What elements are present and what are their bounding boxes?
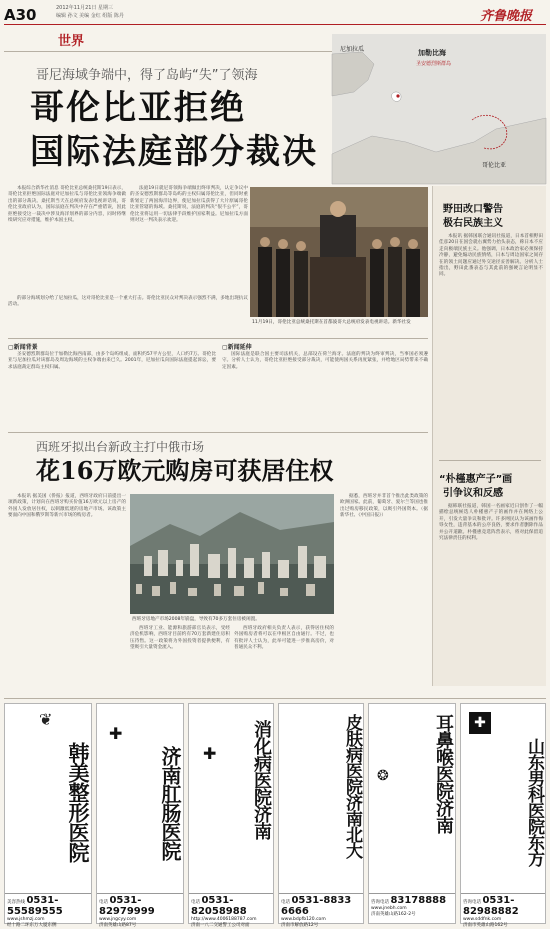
story1-headline-2: 国际法庭部分裁决 bbox=[30, 132, 318, 172]
story2-col2: 西班牙工业、能源和旅游部官员表示，受经济危机影响，西班牙目前约有70万套新建住房积压待售。这一政策将为外国投资者提供便利，有望吸引大量资金流入。 bbox=[130, 626, 230, 651]
ad-erbihou-web: www.jnebh.com bbox=[371, 906, 407, 911]
sidebar-body-1: 本报讯 据韩国联合通讯社报道，日本首相野田佳彦20日在国会就右翼势力抬头表态，称日本不应走向极端民族主义。他强调，日本政治家必须保持冷静，避免煽动民族情绪，日本与周边国家之间存在的领土问题应通过外交途径妥善解决。分析人士指出，野田此番表态与其此前的强硬言论明显不同。 bbox=[439, 234, 543, 278]
news-extension-body: 国际法庭是联合国主要司法机关，总部设在荷兰海牙。法庭的判决为终审判决，当事国必须遵守。分析人士认为，哥伦比亚拒绝接受部分裁决，可能使两国关系再度紧张，并给地区局势带来不确定因素。 bbox=[222, 352, 428, 370]
ad-gangchang-phone: 0531-82979999 bbox=[99, 895, 155, 917]
ad-pifu-title: 皮肤病医院济南北大 bbox=[342, 714, 362, 858]
story1-photo bbox=[250, 187, 428, 317]
ad-nanke-web: www.sddfnk.com bbox=[463, 917, 502, 922]
ad-nanke-phone: 0531-82988882 bbox=[463, 895, 519, 917]
ad-pifu[interactable] bbox=[278, 703, 364, 928]
map-label-island: 圣安德烈斯群岛 bbox=[416, 61, 452, 67]
ad-nanke-address: 济南市英雄山路162号 bbox=[463, 923, 508, 928]
sidebar-title-2b: 引争议和反感 bbox=[443, 488, 503, 499]
news-extension-tag: ▢新闻延伸 bbox=[222, 344, 252, 351]
map-graphic bbox=[332, 34, 546, 184]
sidebar-title-1b: 极右民族主义 bbox=[443, 218, 503, 229]
story1-kicker: 哥尼海域争端中，得了岛屿“失”了领海 bbox=[36, 68, 258, 83]
story1-photo-caption: 11月19日，哥伦比亚总统桑托斯在首都波哥大总统府发表电视讲话。新华社发 bbox=[252, 320, 411, 325]
cross-logo-icon: ✚ bbox=[109, 724, 123, 743]
ad-nanke-phone-label: 咨询电话 bbox=[463, 900, 481, 905]
ad-xiaohua[interactable] bbox=[188, 703, 274, 928]
ad-erbihou[interactable] bbox=[368, 703, 456, 924]
story1-headline-1: 哥伦比亚拒绝 bbox=[30, 88, 246, 128]
ads-top-rule bbox=[4, 698, 546, 699]
story2-col4: 据悉，西班牙并非首个推出此类政策的欧洲国家。此前，葡萄牙、爱尔兰等国也推出过购房移民政策，以吸引外国资本。（据新华社、《中国日报》） bbox=[340, 494, 428, 519]
sidebar-body-2: 据韩联社报道，韩国一名画家近日创作了一幅描绘总统候选人朴槿惠产子的画作并在网络上公开，引发大量争议和批评。许多网民认为该画作侮辱女性，违背基本的公序良俗，要求作者删除作品并公开道歉。朴槿惠竞选阵营表示，将对此保留追究法律责任的权利。 bbox=[439, 504, 543, 542]
ad-nanke-footer bbox=[461, 893, 545, 928]
story2-col3: 西班牙政府相关负责人表示，获得居住权的外国购房者将可以在申根区自由通行。不过，也有批评人士认为，此举可能进一步推高房价，对普通民众不利。 bbox=[234, 626, 334, 651]
story1-col1: 本报综合新华社消息 哥伦比亚总统桑托斯19日表示，哥伦比亚拒绝国际法庭对尼加拉瓜与哥伦比亚领海争端做出的部分裁决。桑托斯当天在总统府发表电视讲话说，哥伦比亚政府认为，国际法庭在判决中存在严重错误，因此拒绝接受这一裁决中涉及海洋划界的部分内容，同时将继续研究应对措施，维护本国主权。 bbox=[8, 186, 126, 224]
section-title: 世界 bbox=[58, 34, 85, 49]
hospital-logo-icon: ✚ bbox=[469, 712, 491, 734]
ad-hanmei[interactable] bbox=[4, 703, 92, 928]
story1-col2: 法庭19日就尼哥领海争端做出终审判决，认定争议中的圣安德烈斯群岛等岛屿的主权归属哥伦比亚，但同时重新划定了两国海洋边界，使尼加拉瓜获得了大片原属哥伦比亚管辖的海域。桑托斯说，法庭的判决“很不公平”，哥伦比亚将运用一切法律手段维护国家利益。尼加拉瓜方面则对这一判决表示欢迎。 bbox=[130, 186, 248, 224]
sidebar bbox=[432, 186, 546, 686]
ad-xiaohua-web: http://www.4006188787.com bbox=[191, 917, 257, 922]
sidebar-title-1a: 野田改口警告 bbox=[443, 204, 503, 215]
map-label-colombia: 哥伦比亚 bbox=[482, 162, 507, 169]
ad-hanmei-phone: 0531-55589555 bbox=[7, 895, 63, 917]
editors-line: 编辑 孙文 美编 金红 组版 陈丹 bbox=[56, 13, 124, 19]
ad-pifu-phone: 0531-8833 6666 bbox=[281, 895, 352, 917]
ad-erbihou-title: 耳鼻喉医院济南 bbox=[433, 714, 454, 833]
sidebar-title-2a: “朴槿惠产子”画 bbox=[439, 474, 513, 485]
ad-erbihou-footer bbox=[369, 893, 455, 923]
swan-logo-icon: ❦ bbox=[39, 710, 53, 729]
ad-xiaohua-address: 济南一八二交通警工公司对面 bbox=[191, 923, 250, 928]
ad-xiaohua-footer bbox=[189, 893, 273, 928]
story2-col1: 本报讯 据美国《侨报》报道，西班牙政府日前提出一项新政策，计划向在西班牙购买价值16万欧元以上房产的外国人发放居住权，以刺激低迷的房地产市场。该政策主要面向中国和俄罗斯等新兴市场的购房者。 bbox=[8, 494, 126, 519]
sidebar-divider bbox=[439, 460, 541, 461]
date-line: 2012年11月21日 星期三 bbox=[56, 5, 114, 11]
ad-pifu-address: 济南市解放路12号 bbox=[281, 923, 319, 928]
ad-gangchang-title: 济南肛肠医院 bbox=[158, 746, 182, 860]
story2-kicker: 西班牙拟出台新政主打中俄市场 bbox=[36, 440, 205, 454]
story2-top-rule bbox=[8, 432, 428, 433]
map-label-caribbean: 加勒比海 bbox=[418, 49, 446, 57]
story2-photo-caption: 西班牙房地产市场2008年崩盘，导致有70多万套住房被闲置。 bbox=[132, 617, 260, 622]
ad-gangchang-phone-label: 电话 bbox=[99, 900, 108, 905]
page-code: A30 bbox=[4, 6, 37, 24]
ad-nanke-title: 山东男科医院东方 bbox=[524, 738, 544, 866]
ad-nanke[interactable] bbox=[460, 703, 546, 928]
circle-logo-icon: ❂ bbox=[377, 768, 389, 784]
ad-hanmei-address: 经十路二环东万大厦东侧 bbox=[7, 923, 57, 928]
cross-logo-icon: ✚ bbox=[203, 744, 217, 763]
ad-gangchang-address: 济南英雄山路87号 bbox=[99, 923, 137, 928]
ad-pifu-footer bbox=[279, 893, 363, 928]
map-label-nicaragua: 尼加拉瓜 bbox=[340, 46, 365, 53]
story2-headline: 花16万欧元购房可获居住权 bbox=[36, 456, 334, 485]
press-conference-photo bbox=[250, 187, 428, 317]
story2-photo bbox=[130, 494, 334, 614]
ad-hanmei-phone-label: 美容热线 bbox=[7, 900, 25, 905]
ad-gangchang[interactable] bbox=[96, 703, 184, 928]
ad-hanmei-footer bbox=[5, 893, 91, 928]
city-skyline-photo bbox=[130, 494, 334, 614]
ad-erbihou-phone: 83178888 bbox=[390, 895, 447, 906]
brand-logo: 齐鲁晚报 bbox=[480, 9, 533, 24]
news-links-rule bbox=[8, 338, 428, 339]
ad-xiaohua-phone: 0531-82058988 bbox=[191, 895, 247, 917]
ad-hanmei-title: 韩美整形医院 bbox=[66, 742, 91, 862]
ad-erbihou-phone-label: 咨询电话 bbox=[371, 900, 389, 905]
ad-xiaohua-phone-label: 电话 bbox=[191, 900, 200, 905]
ad-hanmei-web: www.jshmzj.com bbox=[7, 917, 45, 922]
ad-gangchang-web: www.jngcyy.com bbox=[99, 917, 137, 922]
story1-col3: 的部分海域划分给了尼加拉瓜，这对哥伦比亚是一个重大打击。哥伦比亚民众对判决表示强烈不满，多地出现抗议活动。 bbox=[8, 296, 248, 308]
news-extension-label: 新闻延伸 bbox=[227, 344, 252, 351]
ad-pifu-phone-label: 电话 bbox=[281, 900, 290, 905]
ad-pifu-web: www.bdpfb120.com bbox=[281, 917, 326, 922]
news-background-tag: ▢新闻背景 bbox=[8, 344, 38, 351]
ad-xiaohua-title: 消化病医院济南 bbox=[251, 720, 272, 839]
ad-gangchang-footer bbox=[97, 893, 183, 928]
ad-erbihou-address: 济南英雄山路162-2号 bbox=[371, 912, 416, 917]
header-red-rule bbox=[4, 24, 546, 25]
news-background-label: 新闻背景 bbox=[13, 344, 38, 351]
news-background-body: 圣安德烈斯群岛位于加勒比海西南部，由多个岛屿组成，面积约57平方公里，人口约7万。哥伦比亚与尼加拉瓜对该群岛及周边海域的主权争端由来已久。2001年，尼加拉瓜向国际法庭提起诉讼，要求法庭裁定群岛主权归属。 bbox=[8, 352, 216, 370]
